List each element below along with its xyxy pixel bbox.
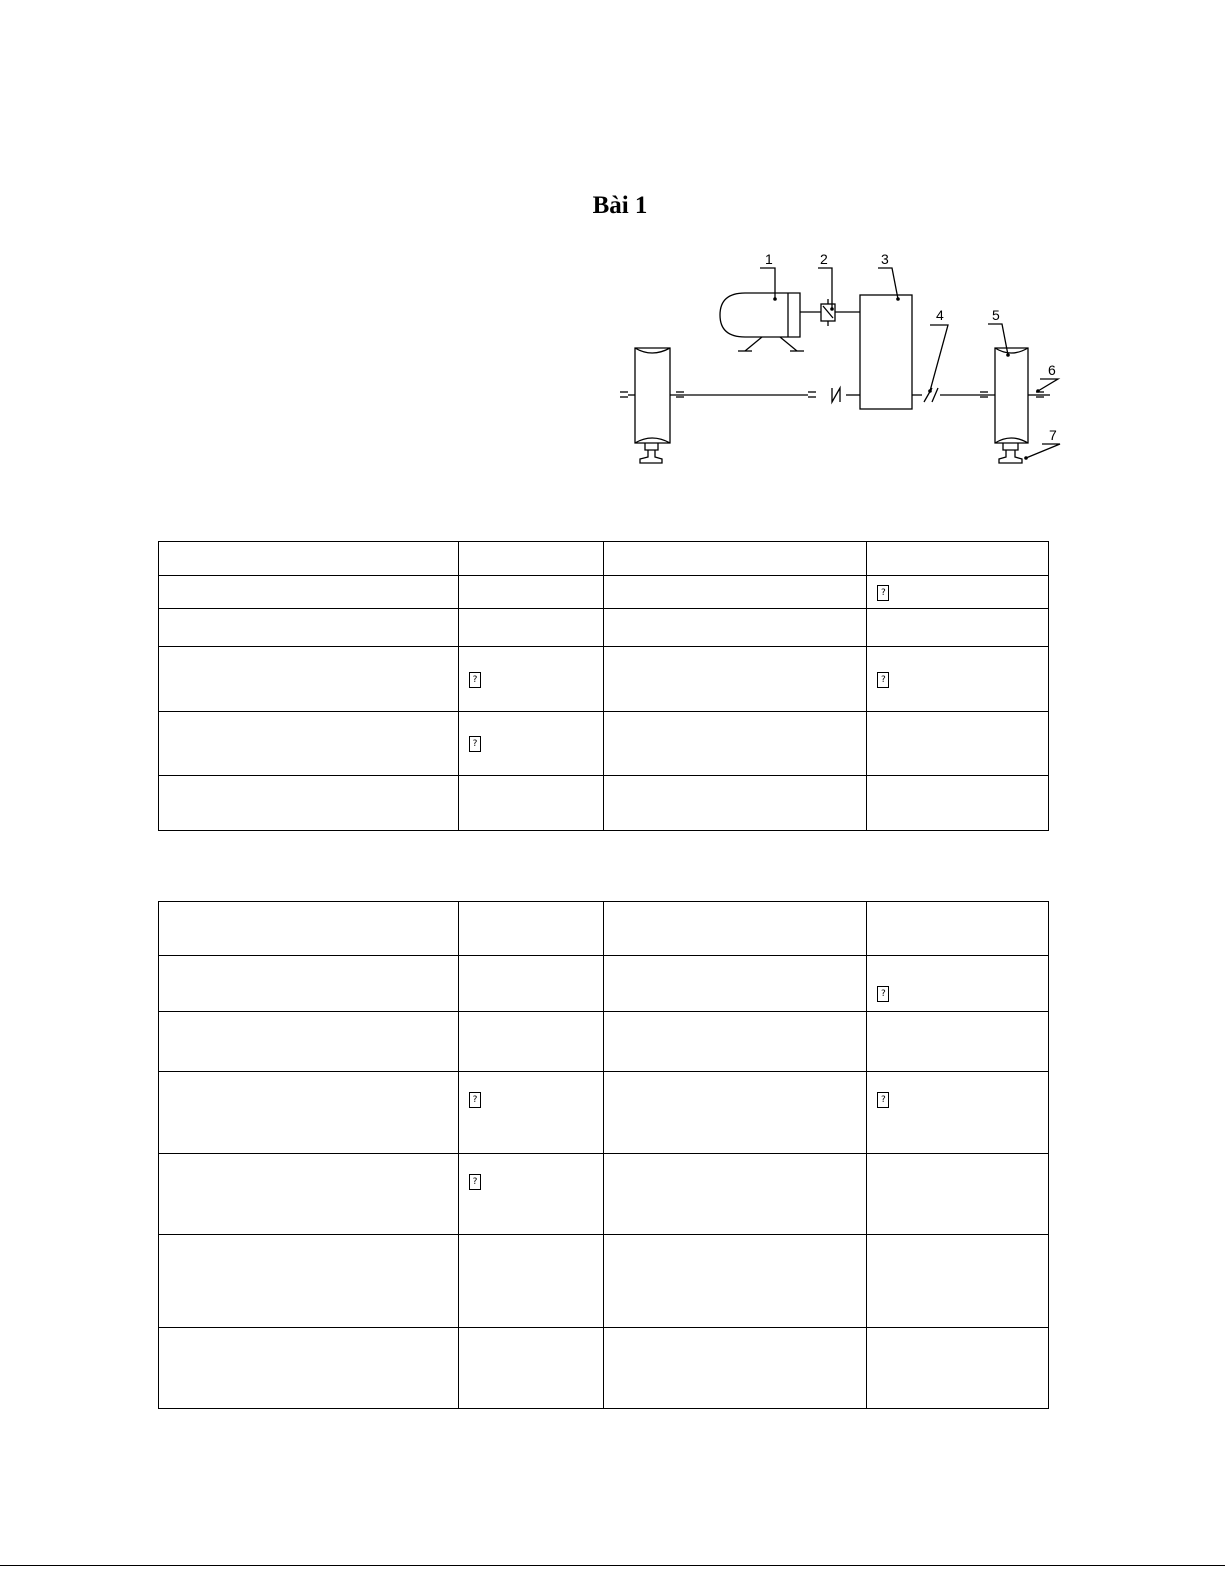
table-cell [459, 1154, 604, 1235]
table-cell [604, 1328, 867, 1409]
table-cell [604, 712, 867, 776]
table-cell [867, 542, 1049, 576]
table-row [159, 1072, 1049, 1154]
table-cell [459, 1328, 604, 1409]
missing-glyph-icon: ? [469, 736, 481, 752]
table-row [159, 712, 1049, 776]
table-cell [867, 956, 1049, 1012]
table-cell [867, 1012, 1049, 1072]
table-cell [459, 902, 604, 956]
table-cell [867, 1328, 1049, 1409]
table-cell [604, 1012, 867, 1072]
table-1 [158, 541, 1049, 831]
table-cell [604, 576, 867, 609]
table-cell [867, 1235, 1049, 1328]
table-cell [459, 712, 604, 776]
missing-glyph-icon: ? [469, 672, 481, 688]
table-cell [159, 647, 459, 712]
table-row [159, 1235, 1049, 1328]
table-cell [867, 647, 1049, 712]
table-cell [159, 1154, 459, 1235]
table-row [159, 609, 1049, 647]
table-cell [459, 776, 604, 831]
table-cell [159, 902, 459, 956]
table-cell [604, 1235, 867, 1328]
table-cell [459, 542, 604, 576]
table-cell [604, 542, 867, 576]
table-cell [159, 956, 459, 1012]
table-cell [459, 956, 604, 1012]
table-cell [867, 776, 1049, 831]
table-cell [604, 647, 867, 712]
table-cell [159, 712, 459, 776]
table-cell [867, 609, 1049, 647]
table-cell [159, 1072, 459, 1154]
diagram-label-2: 2 [820, 251, 828, 267]
table-cell [159, 1328, 459, 1409]
diagram-label-1: 1 [765, 251, 773, 267]
table-row [159, 576, 1049, 609]
gearbox-shape [860, 295, 912, 409]
table-cell [459, 1072, 604, 1154]
table-row [159, 956, 1049, 1012]
table-cell [159, 542, 459, 576]
table-2 [158, 901, 1049, 1409]
table-cell [159, 609, 459, 647]
table-cell [159, 1235, 459, 1328]
diagram-label-4: 4 [936, 307, 944, 323]
missing-glyph-icon: ? [877, 585, 889, 601]
table-cell [604, 609, 867, 647]
table-cell [604, 956, 867, 1012]
drive-mechanism-diagram [610, 245, 1070, 470]
table-cell [867, 1154, 1049, 1235]
table-cell [604, 902, 867, 956]
table-cell [459, 1012, 604, 1072]
table-cell [159, 576, 459, 609]
right-wheel-shape [995, 348, 1028, 463]
motor-shape [720, 293, 804, 351]
table-row [159, 902, 1049, 956]
table-cell [459, 1235, 604, 1328]
table-cell [867, 1072, 1049, 1154]
page-title: Bài 1 [592, 192, 648, 219]
missing-glyph-icon: ? [877, 1092, 889, 1108]
table-cell [604, 1154, 867, 1235]
table-cell [604, 1072, 867, 1154]
coupling-shape [821, 299, 835, 326]
missing-glyph-icon: ? [469, 1092, 481, 1108]
missing-glyph-icon: ? [469, 1174, 481, 1190]
table-cell [867, 712, 1049, 776]
diagram-label-3: 3 [881, 251, 889, 267]
table-cell [604, 776, 867, 831]
table-cell [459, 647, 604, 712]
table-cell [867, 902, 1049, 956]
missing-glyph-icon: ? [877, 672, 889, 688]
table-cell [459, 576, 604, 609]
table-row [159, 1154, 1049, 1235]
table-row [159, 647, 1049, 712]
left-wheel-shape [635, 348, 670, 463]
table-cell [867, 576, 1049, 609]
diagram-label-6: 6 [1048, 362, 1056, 378]
table-cell [159, 776, 459, 831]
diagram-label-5: 5 [992, 307, 1000, 323]
table-row [159, 1328, 1049, 1409]
table-cell [159, 1012, 459, 1072]
footer-divider [0, 1565, 1225, 1566]
table-row [159, 1012, 1049, 1072]
table-cell [459, 609, 604, 647]
table-row [159, 776, 1049, 831]
diagram-label-7: 7 [1049, 427, 1057, 443]
missing-glyph-icon: ? [877, 986, 889, 1002]
table-row [159, 542, 1049, 576]
